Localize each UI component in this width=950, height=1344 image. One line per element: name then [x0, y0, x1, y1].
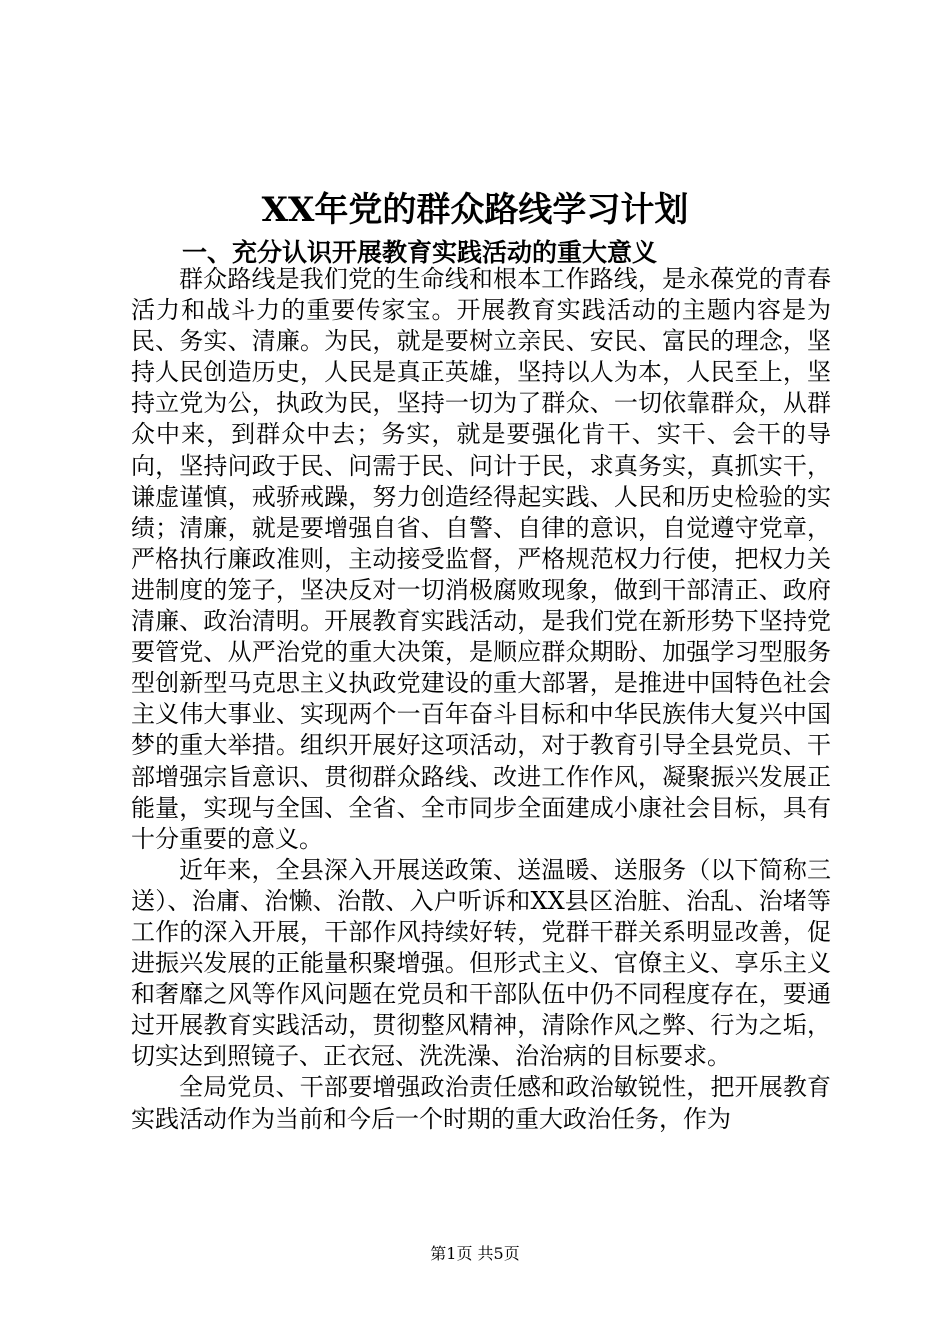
section-heading: 一、充分认识开展教育实践活动的重大意义 [182, 238, 658, 267]
paragraph: 近年来，全县深入开展送政策、送温暖、送服务（以下简称三送）、治庸、治懒、治散、入户听诉和XX县区治脏、治乱、治堵等工作的深入开展，干部作风持续好转，党群干群关系明显改善，促进振兴发展的正能量积聚增强。但形式主义、官僚主义、享乐主义和奢靡之风等作风问题在党员和干部队伍中仍不同程度存在，要通过开展教育实践活动，贯彻整风精神，清除作风之弊、行为之垢，切实达到照镜子、正衣冠、洗洗澡、治治病的目标要求。 [131, 855, 831, 1071]
paragraph: 群众路线是我们党的生命线和根本工作路线，是永葆党的青春活力和战斗力的重要传家宝。开展教育实践活动的主题内容是为民、务实、清廉。为民，就是要树立亲民、安民、富民的理念，坚持人民创造历史，人民是真正英雄，坚持以人为本，人民至上，坚持立党为公，执政为民，坚持一切为了群众、一切依靠群众，从群众中来，到群众中去；务实，就是要强化肯干、实干、会干的导向，坚持问政于民、问需于民、问计于民，求真务实，真抓实干，谦虚谨慎，戒骄戒躁，努力创造经得起实践、人民和历史检验的实绩；清廉，就是要增强自省、自警、自律的意识，自觉遵守党章，严格执行廉政准则，主动接受监督，严格规范权力行使，把权力关进制度的笼子，坚决反对一切消极腐败现象，做到干部清正、政府清廉、政治清明。开展教育实践活动，是我们党在新形势下坚持党要管党、从严治党的重大决策，是顺应群众期盼、加强学习型服务型创新型马克思主义执政党建设的重大部署，是推进中国特色社会主义伟大事业、实现两个一百年奋斗目标和中华民族伟大复兴中国梦的重大举措。组织开展好这项活动，对于教育引导全县党员、干部增强宗旨意识、贯彻群众路线、改进工作作风，凝聚振兴发展正能量，实现与全国、全省、全市同步全面建成小康社会目标，具有十分重要的意义。 [131, 265, 831, 853]
document-body [131, 264, 831, 1135]
page-number-footer: 第1页 共5页 [430, 1244, 520, 1263]
document-title: XX年党的群众路线学习计划 [261, 190, 689, 230]
paragraph: 全局党员、干部要增强政治责任感和政治敏锐性，把开展教育实践活动作为当前和今后一个时期的重大政治任务，作为 [131, 1073, 831, 1133]
